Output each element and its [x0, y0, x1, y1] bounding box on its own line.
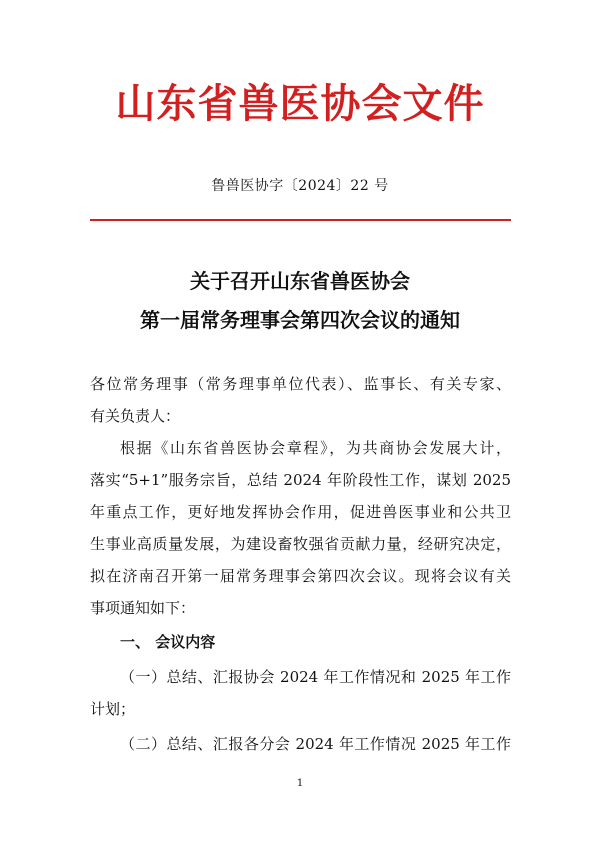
paragraph-line: 落实“5+1”服务宗旨，总结 2024 年阶段性工作，谋划 2025 — [90, 471, 511, 489]
section-heading: 一、 会议内容 — [120, 633, 216, 651]
list-item-line: 计划； — [90, 700, 136, 718]
paragraph-line: 生事业高质量发展，为建设畜牧强省贡献力量，经研究决定， — [90, 535, 511, 553]
page-number: 1 — [296, 778, 304, 789]
paragraph-line: 事项通知如下： — [90, 599, 196, 617]
notice-title-line-1: 关于召开山东省兽医协会 — [190, 269, 410, 293]
red-divider-line — [90, 219, 511, 221]
paragraph-line: 根据《山东省兽医协会章程》，为共商协会发展大计， — [120, 439, 511, 457]
paragraph-line: 拟在济南召开第一届常务理事会第四次会议。现将会议有关 — [90, 567, 511, 585]
list-item-line: （二）总结、汇报各分会 2024 年工作情况 2025 年工作 — [120, 735, 511, 753]
masthead-title: 山东省兽医协会文件 — [115, 80, 485, 127]
list-item-line: （一）总结、汇报协会 2024 年工作情况和 2025 年工作 — [120, 668, 511, 686]
document-number: 鲁兽医协字〔2024〕22 号 — [211, 178, 389, 194]
notice-title-line-2: 第一届常务理事会第四次会议的通知 — [140, 308, 460, 332]
salutation-line-1: 各位常务理事（常务理事单位代表）、监事长、有关专家、 — [90, 375, 511, 393]
salutation-line-2: 有关负责人： — [90, 407, 181, 425]
paragraph-line: 年重点工作，更好地发挥协会作用，促进兽医事业和公共卫 — [90, 503, 511, 521]
